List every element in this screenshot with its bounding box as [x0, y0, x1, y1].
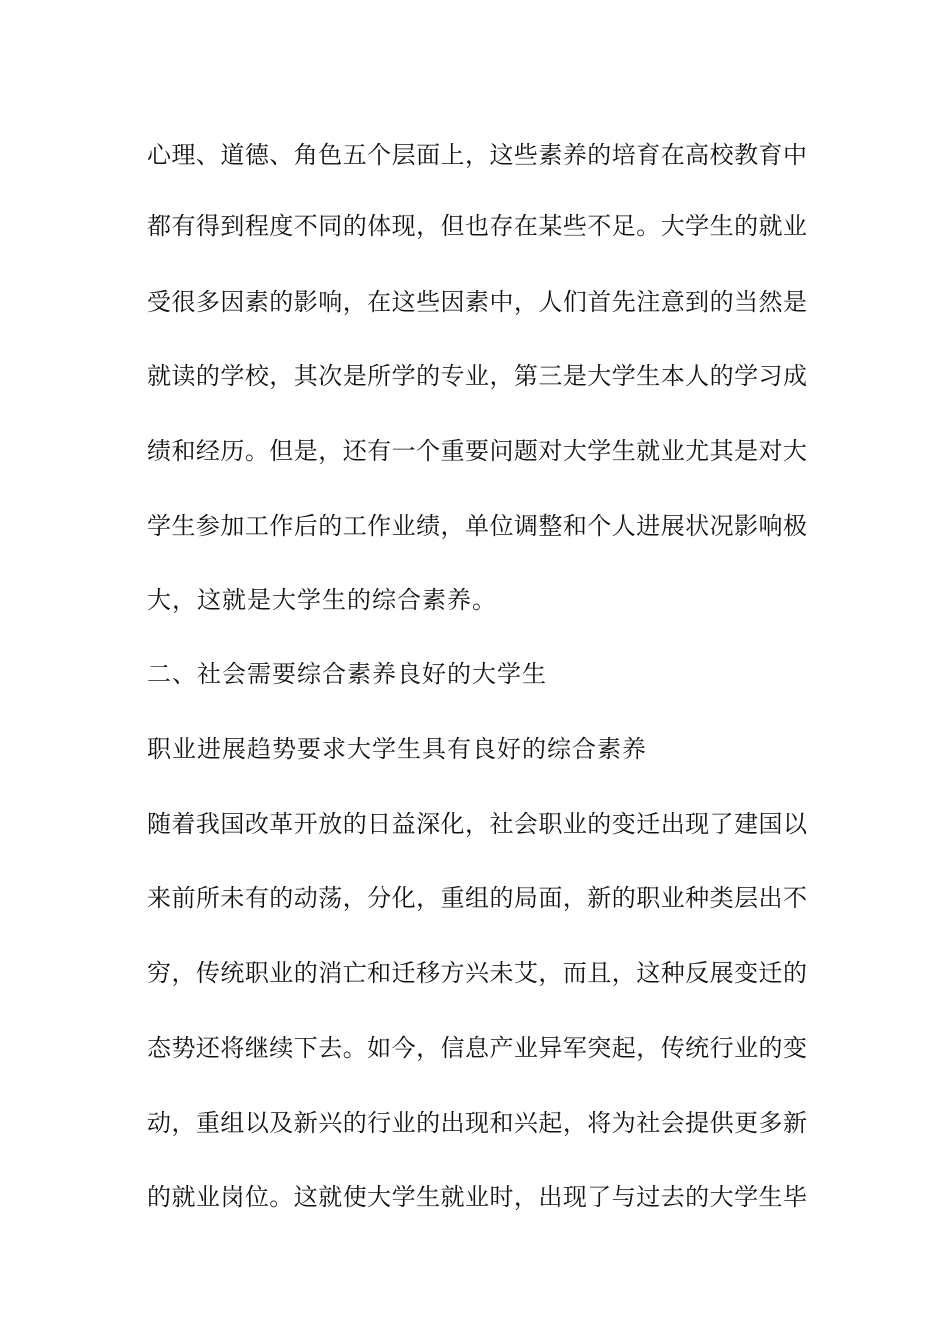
paragraph-line: 随着我国改革开放的日益深化，社会职业的变迁出现了建国以: [147, 810, 807, 838]
paragraph-line: 就读的学校，其次是所学的专业，第三是大学生本人的学习成: [147, 362, 807, 390]
paragraph-line: 绩和经历。但是，还有一个重要问题对大学生就业尤其是对大: [147, 437, 807, 465]
paragraph-line: 态势还将继续下去。如今，信息产业异军突起，传统行业的变: [147, 1034, 807, 1062]
paragraph-line: 来前所未有的动荡，分化，重组的局面，新的职业种类层出不: [147, 884, 807, 912]
paragraph-line: 学生参加工作后的工作业绩，单位调整和个人进展状况影响极: [147, 512, 807, 540]
paragraph-line: 的就业岗位。这就使大学生就业时，出现了与过去的大学生毕: [147, 1183, 807, 1211]
paragraph-line: 受很多因素的影响，在这些因素中，人们首先注意到的当然是: [147, 288, 807, 316]
paragraph-line: 动，重组以及新兴的行业的出现和兴起，将为社会提供更多新: [147, 1109, 807, 1137]
subsection-heading: 职业进展趋势要求大学生具有良好的综合素养: [147, 735, 647, 763]
paragraph-line: 心理、道德、角色五个层面上，这些素养的培育在高校教育中: [147, 141, 807, 169]
paragraph-line: 穷，传统职业的消亡和迁移方兴未艾，而且，这种反展变迁的: [147, 959, 807, 987]
paragraph-line: 大，这就是大学生的综合素养。: [147, 586, 497, 614]
section-heading: 二、社会需要综合素养良好的大学生: [147, 660, 547, 688]
paragraph-line: 都有得到程度不同的体现，但也存在某些不足。大学生的就业: [147, 212, 807, 240]
